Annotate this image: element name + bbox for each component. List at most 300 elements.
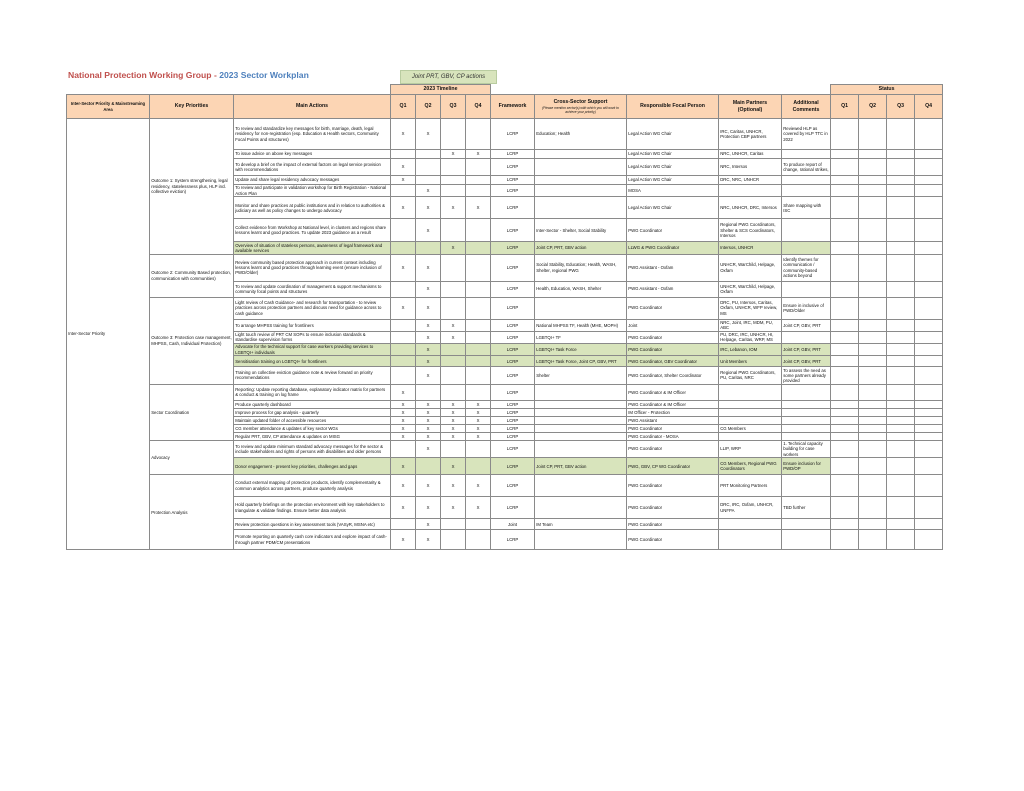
focal-person-cell: PWG Coordinator (627, 475, 719, 497)
status-q4-cell (915, 319, 943, 331)
timeline-q4-cell (466, 331, 491, 343)
main-partners-cell: DRC, NRC, UNHCR (719, 176, 782, 185)
timeline-q1-cell: X (391, 497, 416, 519)
main-action-cell: Overview of situation of stateless persons, awareness of legal framework and available services (234, 242, 391, 254)
status-q1-cell (831, 344, 859, 356)
status-q4-cell (915, 416, 943, 424)
focal-person-cell: PWG Coordinator & IM Officer (627, 384, 719, 400)
timeline-q2-cell: X (416, 281, 441, 297)
status-q4-cell (915, 475, 943, 497)
status-q4-cell (915, 150, 943, 159)
timeline-q2-cell (416, 242, 441, 254)
main-partners-cell: NRC, Joint, IRC, MDM, PU, ABC (719, 319, 782, 331)
framework-cell: LCRP (491, 367, 535, 384)
comments-cell (782, 219, 831, 242)
timeline-q1-cell (391, 319, 416, 331)
framework-cell: LCRP (491, 159, 535, 176)
timeline-q1-cell: X (391, 458, 416, 475)
framework-cell: LCRP (491, 331, 535, 343)
main-actions-header: Main Actions (234, 95, 391, 119)
timeline-q2-cell: X (416, 519, 441, 530)
status-q3-cell (887, 519, 915, 530)
timeline-q1-cell: X (391, 159, 416, 176)
focal-person-cell: PWG Coordinator (627, 497, 719, 519)
framework-cell: LCRP (491, 475, 535, 497)
timeline-q1-cell: X (391, 416, 416, 424)
timeline-q3-cell (441, 219, 466, 242)
table-row (67, 254, 943, 281)
timeline-q1-cell: X (391, 475, 416, 497)
cross-sector-cell (535, 159, 627, 176)
q4-header: Q4 (466, 95, 491, 119)
timeline-q2-cell (416, 458, 441, 475)
cross-sector-cell (535, 432, 627, 440)
timeline-q1-cell (391, 150, 416, 159)
main-action-cell: Review community based protection approach in current context including lessons learnt and good practices through learning event (ensure inclusion of PWD/Older) (234, 254, 391, 281)
comments-cell (782, 416, 831, 424)
status-q4-cell (915, 254, 943, 281)
comments-cell: Joint CP, GBV, PRT (782, 319, 831, 331)
main-partners-cell: LLIP, WRP (719, 440, 782, 457)
main-partners-cell: Unit Members (719, 356, 782, 367)
status-q1-cell (831, 281, 859, 297)
main-partners-cell (719, 530, 782, 550)
timeline-q2-cell: X (416, 530, 441, 550)
focal-person-cell: PWG Coordinator (627, 331, 719, 343)
status-q1-cell (831, 367, 859, 384)
header-spacer (67, 85, 391, 95)
timeline-q4-cell: X (466, 432, 491, 440)
status-q1-cell (831, 331, 859, 343)
timeline-q3-cell: X (441, 458, 466, 475)
main-partners-cell: IRC, Lebanon, IOM (719, 344, 782, 356)
comments-cell (782, 424, 831, 432)
timeline-q2-cell: X (416, 424, 441, 432)
status-q2-header: Q2 (859, 95, 887, 119)
status-q3-cell (887, 297, 915, 319)
status-q4-cell (915, 432, 943, 440)
timeline-q4-cell: X (466, 416, 491, 424)
status-q2-cell (859, 242, 887, 254)
status-q3-cell (887, 150, 915, 159)
framework-cell: LCRP (491, 440, 535, 457)
main-action-cell: Hold quarterly briefings on the protection environment with key stakeholders to triangulate & validate findings. Ensure better data analysis (234, 497, 391, 519)
status-q4-cell (915, 356, 943, 367)
status-q2-cell (859, 197, 887, 219)
status-q1-cell (831, 185, 859, 197)
status-q2-cell (859, 356, 887, 367)
comments-cell: To assess the need as some partners already provided (782, 367, 831, 384)
timeline-q3-cell: X (441, 416, 466, 424)
table-row (67, 475, 943, 497)
main-partners-cell (719, 185, 782, 197)
status-q2-cell (859, 331, 887, 343)
timeline-q4-cell (466, 219, 491, 242)
timeline-q2-cell: X (416, 432, 441, 440)
main-action-cell: To review and update minimum standard advocacy messages for the sector & include stakeholders and rights of persons with disabilities and older persons (234, 440, 391, 457)
timeline-q2-cell: X (416, 416, 441, 424)
main-action-cell: Update and share legal residency advocacy messages (234, 176, 391, 185)
main-partners-cell (719, 408, 782, 416)
comments-cell: Ensure inclusion for PWD/OP (782, 458, 831, 475)
workplan-table (66, 84, 943, 550)
status-q2-cell (859, 185, 887, 197)
timeline-q2-cell: X (416, 297, 441, 319)
framework-cell: LCRP (491, 297, 535, 319)
cross-sector-cell (535, 176, 627, 185)
timeline-q1-cell (391, 356, 416, 367)
timeline-q4-cell: X (466, 424, 491, 432)
comments-cell: Identify themes for communication / community-based actions beyond (782, 254, 831, 281)
timeline-q2-cell: X (416, 119, 441, 150)
table-row (67, 119, 943, 150)
framework-cell: LCRP (491, 281, 535, 297)
timeline-q1-cell: X (391, 384, 416, 400)
page-title-part2: 2023 Sector Workplan (219, 70, 309, 80)
timeline-header: 2023 Timeline (391, 85, 491, 95)
status-q2-cell (859, 367, 887, 384)
comments-cell: Reviewed HLP as covered by HLP TTC in 2022 (782, 119, 831, 150)
status-q4-header: Q4 (915, 95, 943, 119)
timeline-q2-cell: X (416, 185, 441, 197)
main-action-cell: Reporting: Update reporting database, explanatory indicator matrix for partners & conduct & training on log frame (234, 384, 391, 400)
timeline-q3-cell: X (441, 331, 466, 343)
framework-header: Framework (491, 95, 535, 119)
status-q1-cell (831, 219, 859, 242)
focal-person-cell: PWG Assistant - Oxfam (627, 254, 719, 281)
status-q1-cell (831, 159, 859, 176)
status-q2-cell (859, 432, 887, 440)
main-action-cell: Light review of Cash Guidance- and research for transportation - to review practices across protection partners and discuss need for guidance across to cash guidance (234, 297, 391, 319)
status-header: Status (831, 85, 943, 95)
timeline-q4-cell (466, 297, 491, 319)
cross-sector-title: Cross-Sector Support (553, 99, 608, 106)
timeline-q4-cell (466, 281, 491, 297)
timeline-q2-cell (416, 176, 441, 185)
table-row (67, 440, 943, 457)
comments-cell: To produce report of change, rational strikes, (782, 159, 831, 176)
timeline-q2-cell: X (416, 197, 441, 219)
framework-cell: LCRP (491, 424, 535, 432)
timeline-q4-cell (466, 319, 491, 331)
timeline-q2-cell: X (416, 219, 441, 242)
comments-cell (782, 408, 831, 416)
main-action-cell: Donor engagement - present key priorities, challenges and gaps (234, 458, 391, 475)
status-q3-cell (887, 367, 915, 384)
timeline-q4-cell (466, 185, 491, 197)
status-q4-cell (915, 497, 943, 519)
status-q3-cell (887, 119, 915, 150)
framework-cell: LCRP (491, 408, 535, 416)
framework-cell: LCRP (491, 150, 535, 159)
q2-header: Q2 (416, 95, 441, 119)
main-partners-cell: UNHCR, WarChild, Helpage, Oxfam (719, 281, 782, 297)
status-q4-cell (915, 367, 943, 384)
main-partners-cell (719, 400, 782, 408)
timeline-q3-cell (441, 159, 466, 176)
cross-sector-cell (535, 440, 627, 457)
focal-person-cell: PWG Assistant - Oxfam (627, 281, 719, 297)
comments-cell (782, 242, 831, 254)
status-q1-cell (831, 197, 859, 219)
framework-cell: LCRP (491, 530, 535, 550)
status-q3-cell (887, 530, 915, 550)
joint-actions-note: Joint PRT, GBV, CP actions (400, 70, 497, 84)
timeline-q4-cell: X (466, 197, 491, 219)
cross-sector-cell (535, 197, 627, 219)
status-q4-cell (915, 242, 943, 254)
timeline-q2-cell: X (416, 367, 441, 384)
timeline-q1-cell (391, 519, 416, 530)
timeline-q2-cell: X (416, 440, 441, 457)
status-q3-cell (887, 400, 915, 408)
cross-sector-cell (535, 424, 627, 432)
timeline-q4-cell: X (466, 497, 491, 519)
focal-person-cell: PWG Coordinator (627, 440, 719, 457)
timeline-q1-cell (391, 281, 416, 297)
timeline-q3-cell: X (441, 400, 466, 408)
timeline-q4-cell (466, 440, 491, 457)
timeline-q1-cell: X (391, 530, 416, 550)
status-q2-cell (859, 424, 887, 432)
inter-sector-priority-cell: Inter-Sector Priority (67, 119, 150, 550)
comments-cell: Share mapping with ISC (782, 197, 831, 219)
framework-cell: LCRP (491, 254, 535, 281)
main-partners-cell (719, 416, 782, 424)
cross-sector-cell: National MHPSS TF, Health (MHE, MOPH) (535, 319, 627, 331)
status-q1-cell (831, 254, 859, 281)
focal-person-cell: PWG Coordinator (627, 519, 719, 530)
status-q1-cell (831, 356, 859, 367)
comments-cell (782, 530, 831, 550)
status-q3-cell (887, 497, 915, 519)
main-partners-cell: UNHCR, WarChild, Helpage, Oxfam (719, 254, 782, 281)
timeline-q1-cell (391, 219, 416, 242)
status-q2-cell (859, 384, 887, 400)
cross-sector-cell (535, 408, 627, 416)
focal-person-cell: PWG Coordinator (627, 424, 719, 432)
timeline-q4-cell (466, 176, 491, 185)
timeline-q3-cell (441, 254, 466, 281)
timeline-q4-cell: X (466, 408, 491, 416)
timeline-q4-cell (466, 367, 491, 384)
timeline-q1-cell (391, 331, 416, 343)
timeline-q2-cell: X (416, 344, 441, 356)
timeline-q3-cell (441, 530, 466, 550)
timeline-q2-cell (416, 150, 441, 159)
comments-cell (782, 400, 831, 408)
main-partners-header: Main Partners (Optional) (719, 95, 782, 119)
main-action-cell: Review protection questions in key assessment tools (VASyR, MSNA etc) (234, 519, 391, 530)
main-action-cell: To arrange MHPSS training for frontliners (234, 319, 391, 331)
status-q2-cell (859, 159, 887, 176)
key-priority-cell: Sector Coordination (150, 384, 234, 440)
workplan-body (67, 119, 943, 550)
timeline-q3-cell: X (441, 475, 466, 497)
timeline-q3-cell (441, 297, 466, 319)
main-action-cell: To develop a brief on the impact of external factors on legal service provision with recommendations (234, 159, 391, 176)
status-q3-cell (887, 384, 915, 400)
status-q2-cell (859, 475, 887, 497)
comments-cell (782, 176, 831, 185)
comments-cell (782, 281, 831, 297)
comments-cell: Joint CP, GBV, PRT (782, 344, 831, 356)
timeline-q2-cell: X (416, 331, 441, 343)
cross-sector-cell (535, 384, 627, 400)
main-partners-cell: DRC, PU, Intersos, Caritas, Oxfam, UNHCR, WFP review, MS (719, 297, 782, 319)
main-action-cell: Produce quarterly dashboard (234, 400, 391, 408)
timeline-q1-cell (391, 185, 416, 197)
comments-cell: Ensure in inclusive of PWD/Older (782, 297, 831, 319)
main-action-cell: Promote reporting on quarterly cash core indicators and explore impact of cash-through partner PDM/CM presentations (234, 530, 391, 550)
main-action-cell: Conduct external mapping of protection products, identify complementarity & common analytics across partners, produce quarterly analysis (234, 475, 391, 497)
status-q1-cell (831, 384, 859, 400)
status-q3-cell (887, 176, 915, 185)
timeline-q3-cell (441, 176, 466, 185)
main-partners-cell: IRC, Caritas, UNHCR, Protection CBP partners (719, 119, 782, 150)
status-q2-cell (859, 440, 887, 457)
status-q3-header: Q3 (887, 95, 915, 119)
focal-person-cell: Legal Action WG Chair (627, 176, 719, 185)
key-priority-cell: Protection Analysis (150, 475, 234, 550)
status-q4-cell (915, 331, 943, 343)
timeline-q2-cell: X (416, 408, 441, 416)
framework-cell: LCRP (491, 497, 535, 519)
focal-person-cell: PWG Coordinator, GBV Coordinator (627, 356, 719, 367)
focal-person-cell: PWG Coordinator, Shelter Coordinator (627, 367, 719, 384)
main-action-cell: Monitor and share practices at public institutions and in relation to authorities & judiciary as well as policy changes to undergo advocacy (234, 197, 391, 219)
main-action-cell: To review and participate in validation workshop for Birth Registration - National Action Plan (234, 185, 391, 197)
main-partners-cell: Regional PWG Coordinators, Shelter & SCS Coordinators, Intersos (719, 219, 782, 242)
status-q4-cell (915, 197, 943, 219)
timeline-q4-cell (466, 254, 491, 281)
main-partners-cell (719, 384, 782, 400)
main-action-cell: Light touch review of PRT CM SOPs to ensure inclusion standards & standardise supervision forms (234, 331, 391, 343)
main-action-cell: Improve process for gap analysis - quarterly (234, 408, 391, 416)
main-partners-cell: DRC, IRC, Oxfam, UNHCR, UNFPA (719, 497, 782, 519)
page-title (68, 70, 309, 80)
comments-cell: 1. Technical capacity building for case workers (782, 440, 831, 457)
status-q4-cell (915, 519, 943, 530)
comments-cell (782, 331, 831, 343)
cross-sector-cell: Joint CP, PRT, GBV action (535, 458, 627, 475)
timeline-q2-cell: X (416, 254, 441, 281)
framework-cell: LCRP (491, 219, 535, 242)
status-q1-header: Q1 (831, 95, 859, 119)
timeline-q1-cell: X (391, 408, 416, 416)
cross-sector-cell: LGBTQI+ Task Force, Joint CP, GBV, PRT (535, 356, 627, 367)
timeline-q1-cell: X (391, 432, 416, 440)
status-q1-cell (831, 150, 859, 159)
framework-cell: LCRP (491, 400, 535, 408)
timeline-q2-cell: X (416, 497, 441, 519)
framework-cell: LCRP (491, 432, 535, 440)
timeline-q3-cell: X (441, 150, 466, 159)
cross-sector-cell (535, 416, 627, 424)
focal-person-cell: PWG Coordinator (627, 344, 719, 356)
timeline-q4-cell: X (466, 150, 491, 159)
framework-cell: LCRP (491, 319, 535, 331)
timeline-q3-cell (441, 384, 466, 400)
timeline-q2-cell: X (416, 319, 441, 331)
timeline-q3-cell: X (441, 497, 466, 519)
timeline-q4-cell (466, 458, 491, 475)
focal-person-cell: PWG Coordinator (627, 530, 719, 550)
status-q4-cell (915, 440, 943, 457)
status-q3-cell (887, 432, 915, 440)
status-q1-cell (831, 424, 859, 432)
focal-person-cell: Joint (627, 319, 719, 331)
cross-sector-cell: Health, Education, WASH, Shelter (535, 281, 627, 297)
status-q4-cell (915, 176, 943, 185)
main-action-cell: Regular PRT, GBV, CP attendance & updates on MISG (234, 432, 391, 440)
key-priority-cell: Outcome 1: System strengthening, legal residency, statelessness plus, HLP incl. collective eviction) (150, 119, 234, 255)
status-q3-cell (887, 356, 915, 367)
status-q4-cell (915, 281, 943, 297)
page-title-part1: National Protection Working Group - (68, 70, 220, 80)
table-row (67, 384, 943, 400)
header-spacer (491, 85, 831, 95)
cross-sector-cell: LGBTQI+ Task Force (535, 344, 627, 356)
cross-sector-cell: LGBTQI+ TF (535, 331, 627, 343)
main-partners-cell: NRC, UNHCR, Caritas (719, 150, 782, 159)
status-q4-cell (915, 400, 943, 408)
status-q1-cell (831, 519, 859, 530)
cross-sector-cell: Social Stability, Education; Health, WASH, Shelter, regional PWG (535, 254, 627, 281)
status-q3-cell (887, 416, 915, 424)
framework-cell: LCRP (491, 384, 535, 400)
status-q2-cell (859, 458, 887, 475)
focal-person-cell: Legal Action WG Chair (627, 197, 719, 219)
timeline-q3-cell (441, 119, 466, 150)
comments-cell (782, 519, 831, 530)
status-q3-cell (887, 408, 915, 416)
key-priorities-header: Key Priorities (150, 95, 234, 119)
cross-sector-cell (535, 185, 627, 197)
status-q3-cell (887, 344, 915, 356)
status-q3-cell (887, 281, 915, 297)
status-q2-cell (859, 254, 887, 281)
cross-sector-note: (Please mention sector(s) with which you will work to achieve your priority) (542, 105, 619, 114)
timeline-q3-cell: X (441, 197, 466, 219)
main-action-cell: To review and standardize key messages for birth, marriage, death, legal residency for non-registration (esp. Education & Health sectors, Community Focal Points and structures) (234, 119, 391, 150)
status-q1-cell (831, 297, 859, 319)
timeline-q3-cell: X (441, 242, 466, 254)
focal-person-cell: PWG Coordinator - MOSA (627, 432, 719, 440)
status-q3-cell (887, 185, 915, 197)
timeline-q3-cell (441, 519, 466, 530)
focal-person-cell: PWG, GBV, CP WG Coordinator (627, 458, 719, 475)
status-q1-cell (831, 416, 859, 424)
status-q1-cell (831, 176, 859, 185)
main-action-cell: To review and update coordination of management & support mechanisms to community focal points and structures (234, 281, 391, 297)
main-partners-cell (719, 432, 782, 440)
framework-cell: LCRP (491, 185, 535, 197)
status-q4-cell (915, 458, 943, 475)
timeline-q2-cell: X (416, 356, 441, 367)
main-action-cell: Sensitisation training on LGBTQI+ for frontliners (234, 356, 391, 367)
status-q2-cell (859, 297, 887, 319)
cross-sector-cell (535, 475, 627, 497)
timeline-q1-cell (391, 242, 416, 254)
status-q1-cell (831, 242, 859, 254)
timeline-q3-cell (441, 367, 466, 384)
timeline-q3-cell: X (441, 424, 466, 432)
main-partners-cell: PRT Monitoring Partners (719, 475, 782, 497)
framework-cell: LCRP (491, 356, 535, 367)
status-q3-cell (887, 319, 915, 331)
timeline-q4-cell (466, 356, 491, 367)
